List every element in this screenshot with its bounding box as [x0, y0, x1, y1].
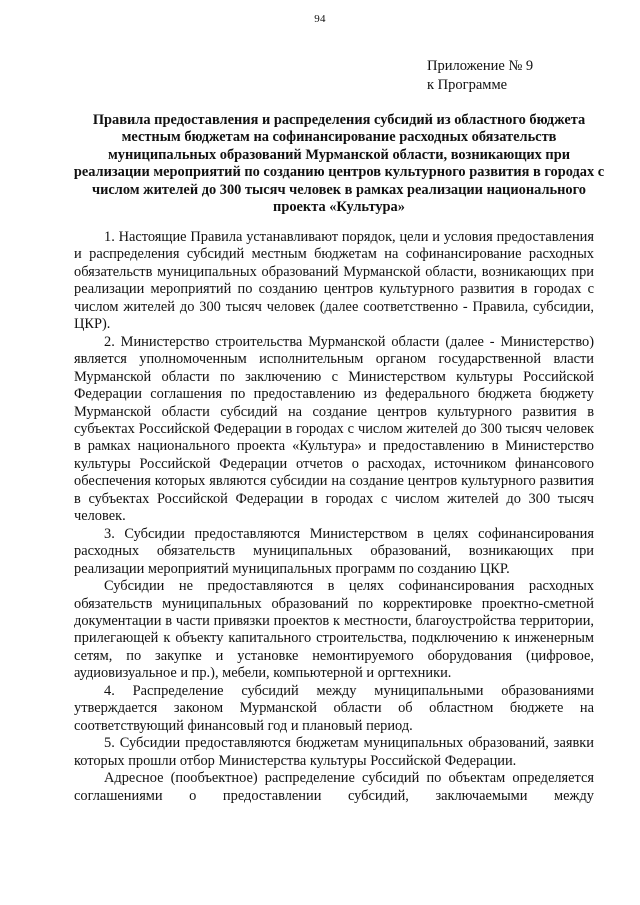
paragraph-3: 3. Субсидии предоставляются Министерством в целях софинансирования расходных обязательств муниципальных образований, возникающих при реализации мероприятий муниципальных программ по созданию ЦКР.: [74, 525, 594, 577]
paragraph-4: 4. Распределение субсидий между муниципальными образованиями утверждается законом Мурманской области об областном бюджете на соответствующий финансовый год и плановый период.: [74, 682, 594, 734]
paragraph-2: 2. Министерство строительства Мурманской области (далее - Министерство) является уполномоченным исполнительным органом государственной власти Мурманской области по заключению с Министерством культуры Российской Федерации соглашения по предоставлению из федерального бюджета бюджету Мурманской области субсидий на создание центров культурного развития в субъектах Российской Федерации в городах с числом жителей до 300 тысяч человек в рамках национального проекта «Культура» и предоставлению в Министерство культуры Российской Федерации отчетов о расходах, источником финансового обеспечения которых являются субсидии на создание центров культурного развития в субъектах Российской Федерации в городах с числом жителей до 300 тысяч человек.: [74, 333, 594, 525]
annex-reference: [427, 57, 533, 95]
annex-number: Приложение № 9: [427, 58, 534, 74]
page-number: 94: [314, 13, 326, 25]
paragraph-3-note: Субсидии не предоставляются в целях софинансирования расходных обязательств муниципальных образований по корректировке проектно-сметной документации в части привязки проектов к местности, благоустройства территории, прилегающей к объекту капитального строительства, подключению к инженерным сетям, по закупке и установке немонтируемого оборудования (цифровое, аудиовизуальное и пр.), мебели, компьютерной и оргтехники.: [74, 578, 594, 682]
document-title: Правила предоставления и распределения субсидий из областного бюджета местным бюджетам на софинансирование расходных обязательств муниципальных образований Мурманской области, возникающих при реализации мероприятий по созданию центров культурного развития в городах с числом жителей до 300 тысяч человек в рамках реализации национального проекта «Культура»: [73, 112, 605, 216]
document-body: [74, 229, 594, 805]
paragraph-1: 1. Настоящие Правила устанавливают порядок, цели и условия предоставления и распределения субсидий местным бюджетам на софинансирование расходных обязательств муниципальных образований Мурманской области, возникающих при реализации мероприятий по созданию центров культурного развития в городах с числом жителей до 300 тысяч человек (далее соответственно - Правила, субсидии, ЦКР).: [74, 229, 594, 333]
paragraph-5: 5. Субсидии предоставляются бюджетам муниципальных образований, заявки которых прошли отбор Министерства культуры Российской Федерации.: [74, 735, 594, 769]
paragraph-5-distribution: Адресное (пообъектное) распределение субсидий по объектам определяется соглашениями о предоставлении субсидий, заключаемыми между: [74, 770, 594, 804]
annex-program: к Программе: [427, 77, 508, 93]
